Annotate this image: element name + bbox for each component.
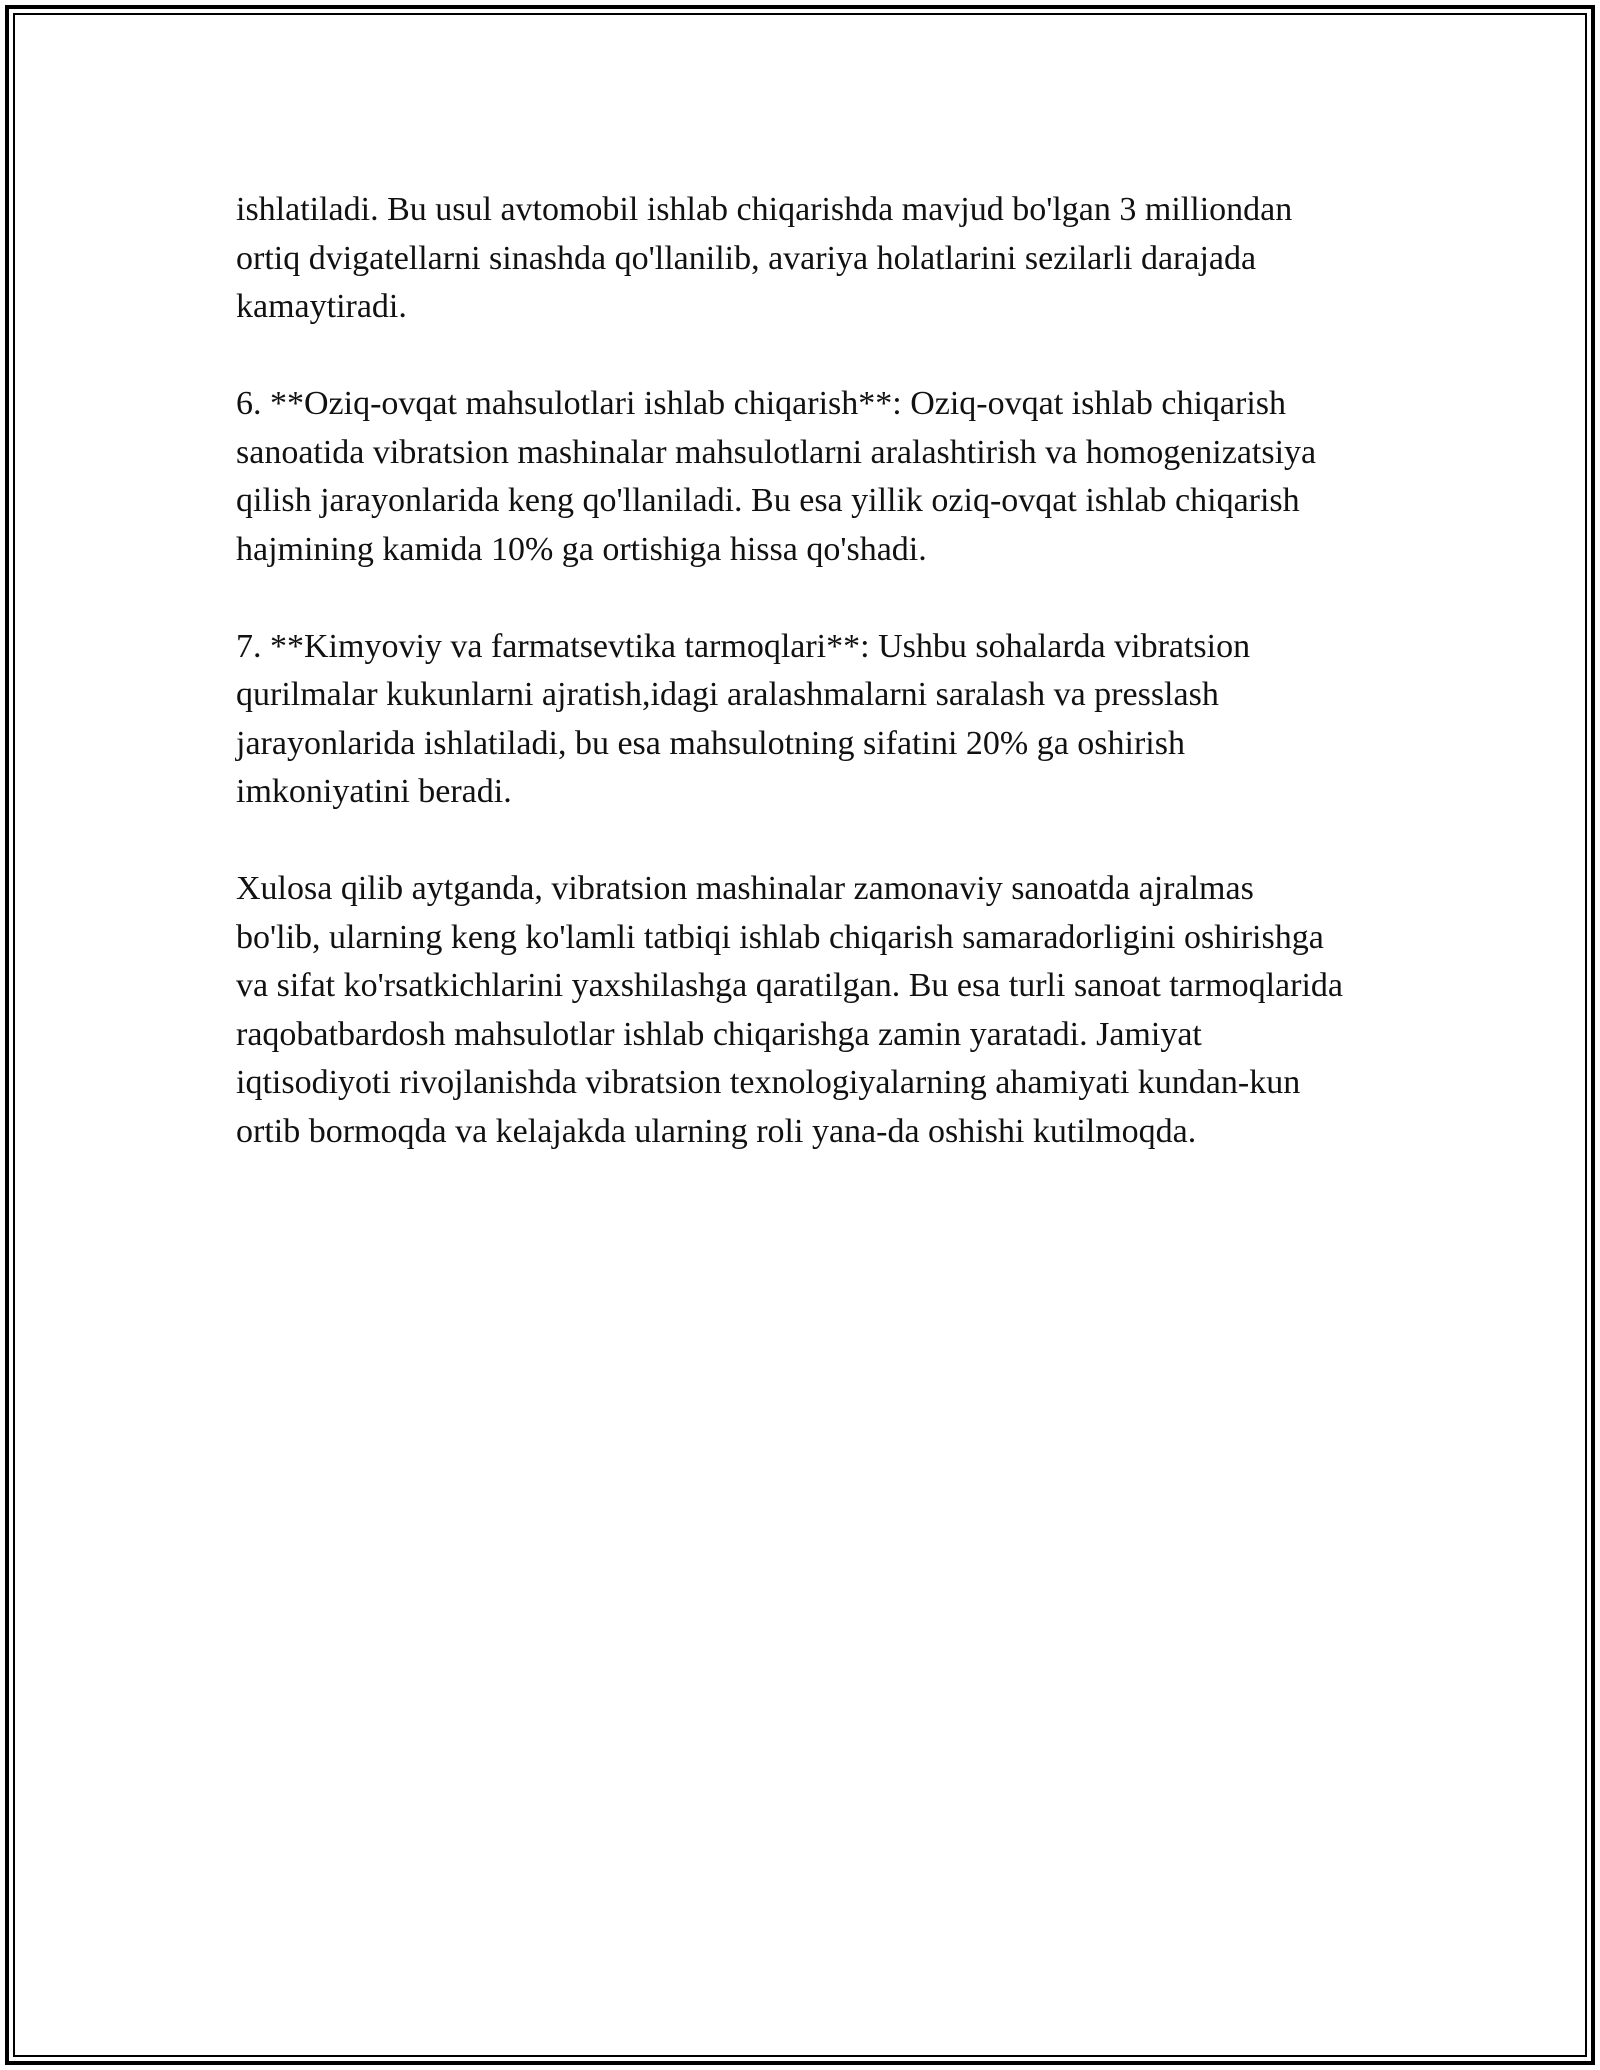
- document-body: [236, 186, 1346, 1205]
- paragraph-chemical-pharma: 7. **Kimyoviy va farmatsevtika tarmoqlari**: Ushbu sohalarda vibratsion qurilmalar kukunlarni ajratish,idagi aralashmalarni saralash va presslash jarayonlarida ishlatiladi, bu esa mahsulotning sifatini 20% ga oshirish imkoniyatini beradi.: [236, 627, 1251, 810]
- paragraph-engine-testing: ishlatiladi. Bu usul avtomobil ishlab chiqarishda mavjud bo'lgan 3 milliondan ortiq dvigatellarni sinashda qo'llanilib, avariya holatlarini sezilarli darajada kamaytiradi.: [236, 191, 1293, 325]
- paragraph-food-production: 6. **Oziq-ovqat mahsulotlari ishlab chiqarish**: Oziq-ovqat ishlab chiqarish sanoatida vibratsion mashinalar mahsulotlarni aralashtirish va homogenizatsiya qilish jarayonlarida keng qo'llaniladi. Bu esa yillik oziq-ovqat ishlab chiqarish hajmining kamida 10% ga ortishiga hissa qo'shadi.: [236, 385, 1317, 568]
- paragraph-conclusion: Xulosa qilib aytganda, vibratsion mashinalar zamonaviy sanoatda ajralmas bo'lib, ularning keng ko'lamli tatbiqi ishlab chiqarish samaradorligini oshirishga va sifat ko'rsatkichlarini yaxshilashga qaratilgan. Bu esa turli sanoat tarmoqlarida raqobatbardosh mahsulotlar ishlab chiqarishga zamin yaratadi. Jamiyat iqtisodiyoti rivojlanishda vibratsion texnologiyalarning ahamiyati kundan-kun ortib bormoqda va kelajakda ularning roli yana-da oshishi kutilmoqda.: [236, 870, 1344, 1150]
